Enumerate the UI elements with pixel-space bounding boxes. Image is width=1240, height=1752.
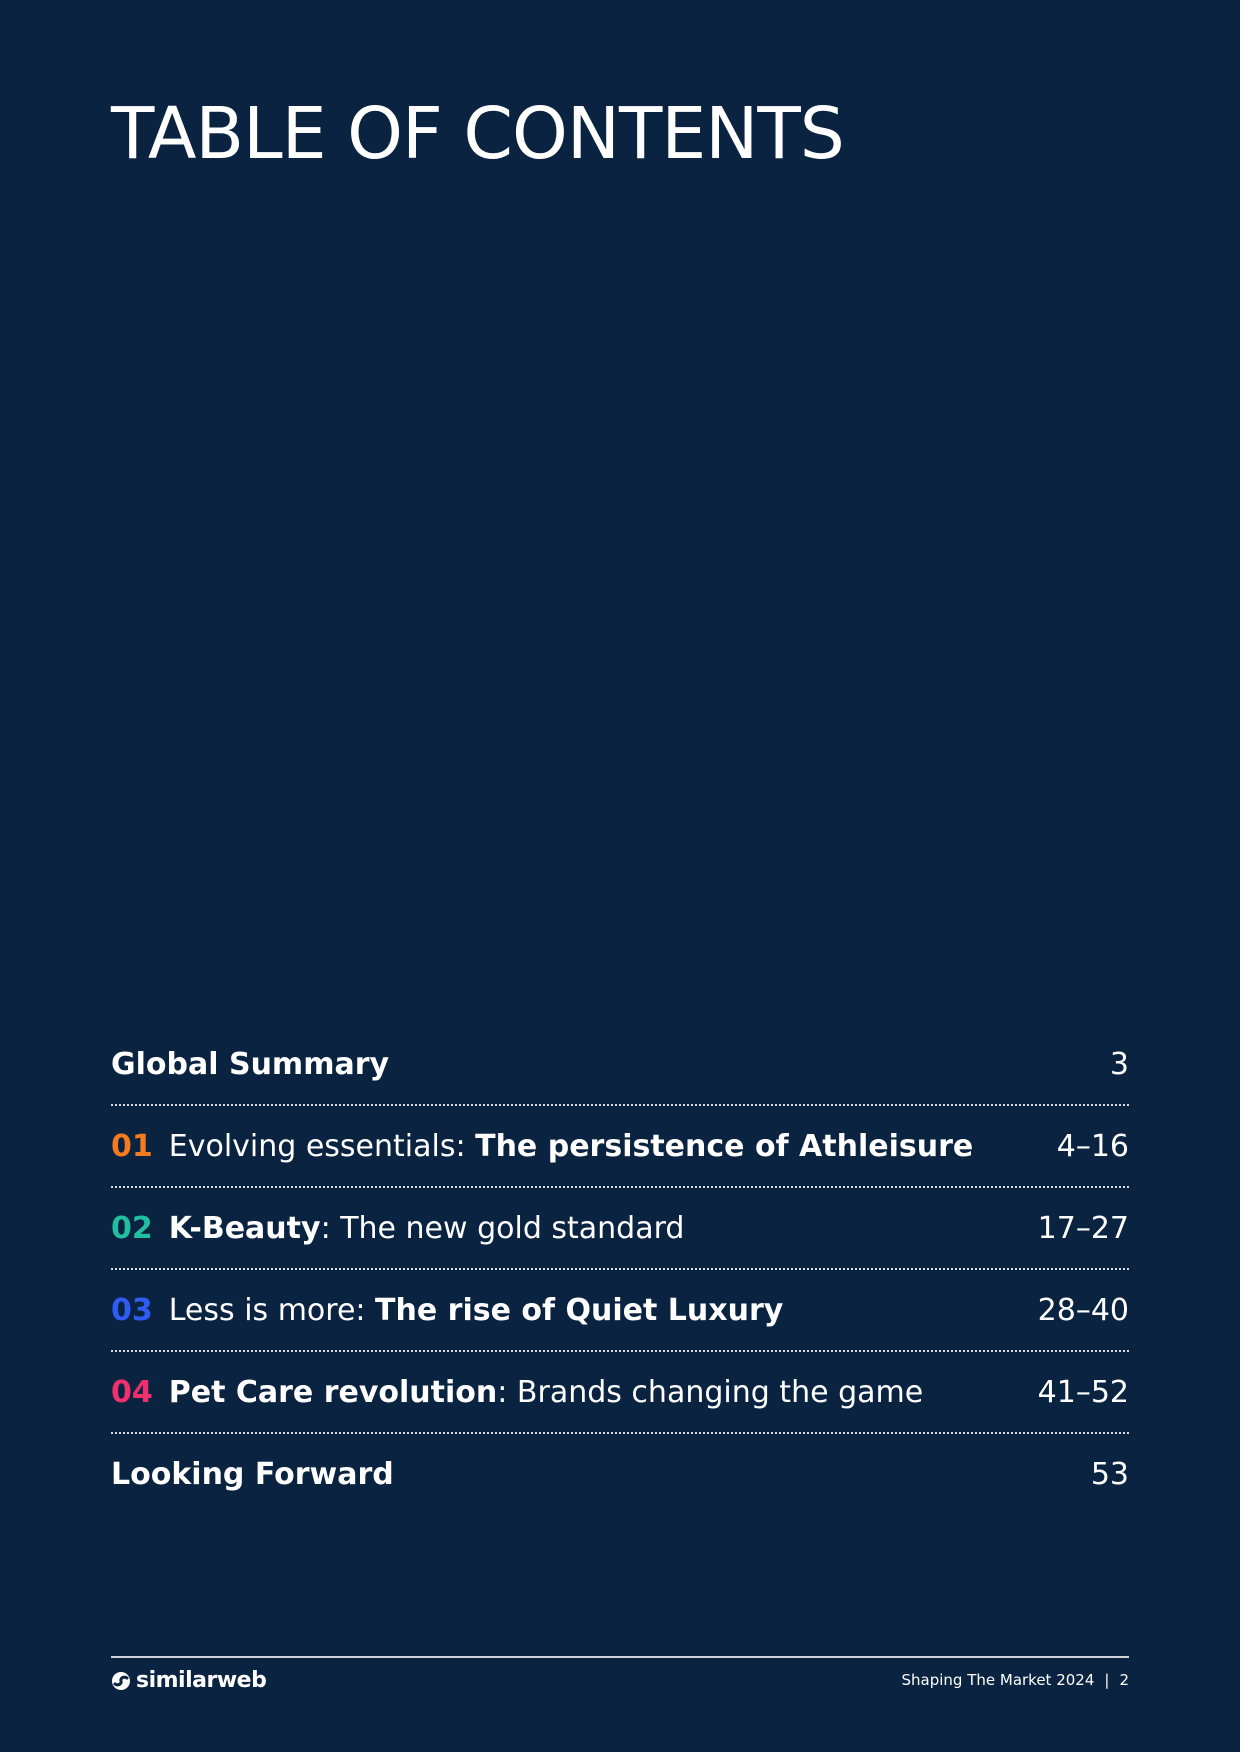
toc-bold-01: The persistence of Athleisure: [475, 1128, 974, 1164]
similarweb-logo: [111, 1668, 266, 1693]
toc-row-looking-forward[interactable]: [111, 1434, 1129, 1514]
toc-text-01: Evolving essentials:: [168, 1128, 476, 1164]
toc-row-01[interactable]: [111, 1106, 1129, 1188]
toc-pages-03: 28–40: [1037, 1292, 1129, 1328]
table-of-contents: [111, 1024, 1129, 1514]
toc-pages-global-summary: 3: [1109, 1046, 1129, 1082]
toc-text-02: : The new gold standard: [320, 1210, 685, 1246]
toc-row-04[interactable]: [111, 1352, 1129, 1434]
toc-pages-02: 17–27: [1037, 1210, 1129, 1246]
toc-pages-01: 4–16: [1056, 1128, 1129, 1164]
toc-text-03: Less is more:: [168, 1292, 376, 1328]
toc-number-04: 04: [111, 1374, 153, 1410]
toc-title-looking-forward: Looking Forward: [111, 1456, 394, 1492]
toc-row-03[interactable]: [111, 1270, 1129, 1352]
toc-title-global-summary: Global Summary: [111, 1046, 390, 1082]
similarweb-logo-icon: [111, 1671, 131, 1691]
logo-text: similarweb: [136, 1668, 267, 1693]
toc-row-02[interactable]: [111, 1188, 1129, 1270]
toc-bold-04: Pet Care revolution: [168, 1374, 498, 1410]
footer-separator: |: [1104, 1671, 1110, 1689]
toc-number-03: 03: [111, 1292, 153, 1328]
toc-pages-04: 41–52: [1037, 1374, 1129, 1410]
footer-info: [902, 1671, 1130, 1689]
page-number: 2: [1119, 1671, 1129, 1689]
toc-bold-03: The rise of Quiet Luxury: [375, 1292, 784, 1328]
report-name: Shaping The Market 2024: [901, 1671, 1095, 1689]
toc-number-02: 02: [111, 1210, 153, 1246]
page-title: TABLE OF CONTENTS: [111, 92, 844, 175]
footer-divider: [111, 1656, 1129, 1658]
toc-text-04: : Brands changing the game: [497, 1374, 924, 1410]
toc-bold-02: K-Beauty: [168, 1210, 321, 1246]
toc-pages-looking-forward: 53: [1090, 1456, 1129, 1492]
toc-number-01: 01: [111, 1128, 153, 1164]
toc-row-global-summary[interactable]: [111, 1024, 1129, 1106]
